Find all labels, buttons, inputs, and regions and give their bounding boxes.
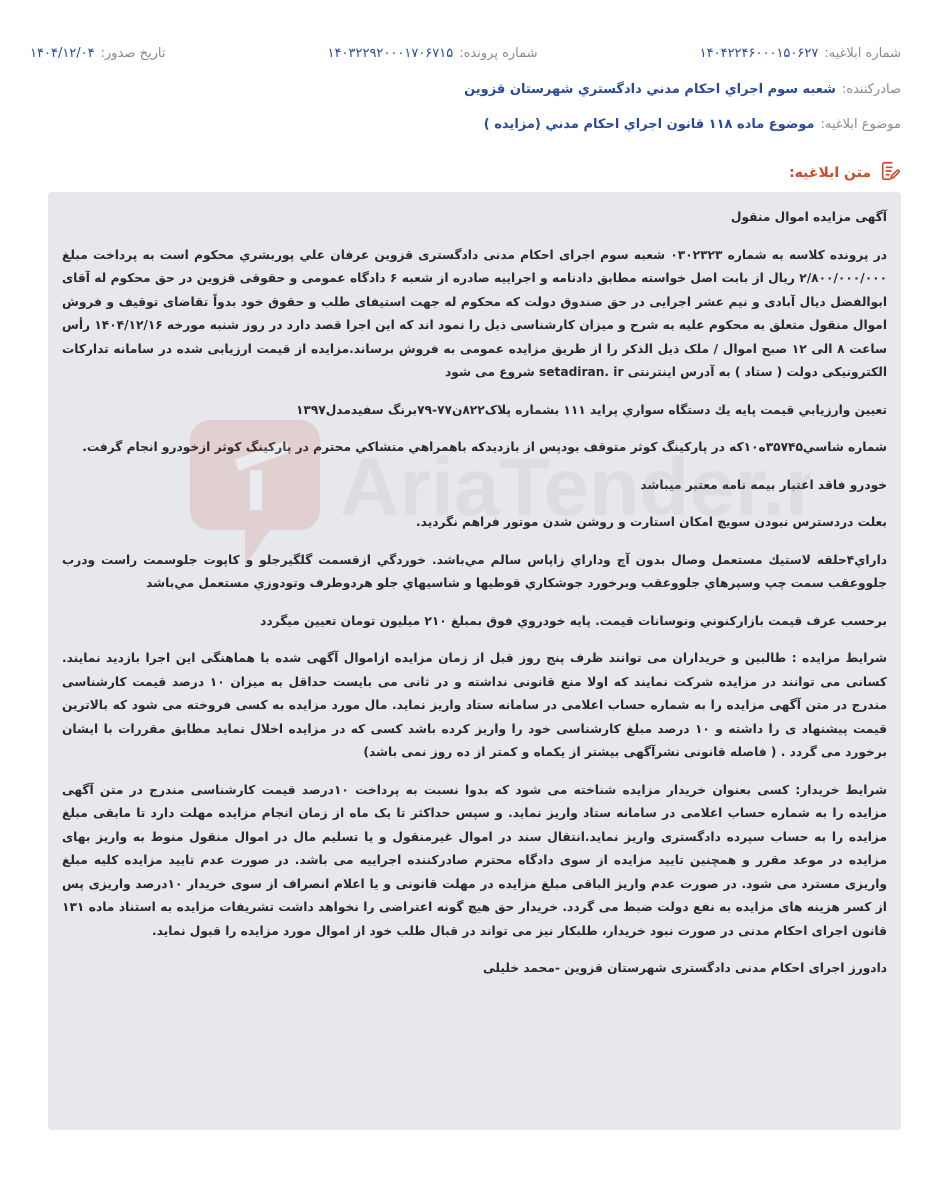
section-title-text: متن ابلاغیه: [789, 165, 871, 181]
subject-row [484, 117, 901, 132]
notice-paragraph: تعیین وارزيابي قيمت پايه يك دستگاه سواري پرايد ۱۱۱ بشماره پلاک۸۲۲ن۷۷-۷۹برنگ سفیدمدل۱۳۹۷ [295, 402, 887, 417]
issuer-label: صادرکننده: [841, 82, 901, 97]
auction-conditions: شرایط مزایده : طالبین و خریداران می توانند ظرف پنج روز قبل از زمان مزایده ازاموال آگهی شده با هماهنگی این اجرا بازدید نمایند. کسانی می توانند در مزایده شرکت نمایند که اولا منع قانونی نداشته و در ثانی می بایست حداقل به میزان ۱۰ درصد قیمت کارشناسی مندرج در متن آگهی مزایده را به شماره حساب اعلامی در سامانه ستاد واریز نماید. مال مورد مزایده به کسی فروخته می شود که بالاترین قیمت پیشنهاد ی را داشته و ۱۰ درصد مبلغ کارشناسی خود را واریز کرده باشد کسی که در مزایده اخلال نماید مطابق مقررات با ایشان برخورد می گردد . ( فاصله قانونی نشرآگهی بیشتر از یکماه و کمتر از ده روز نمی باشد) [62, 651, 888, 759]
notice-paragraph: بعلت دردسترس نبودن سويچ امكان استارت و روشن شدن موتور فراهم نگرديد. [416, 515, 887, 529]
notice-meta-row [30, 46, 901, 61]
issuer-row [464, 82, 901, 97]
section-title [789, 160, 901, 186]
notice-paragraph: در پرونده کلاسه به شماره ۰۳۰۲۳۲۳ شعبه سوم اجرای احکام مدنی دادگستری قزوین عرفان علي پوربشري محکوم است به پرداخت مبلغ ۲/۸۰۰/۰۰۰/۰۰۰ ریال از بابت اصل خواسته مطابق دادنامه و اجراییه صادره از شعبه ۶ دادگاه عمومی و حقوقی قزوین در حق محکوم له آقای ابوالفضل دیال آبادی و نیم عشر اجرایی در حق صندوق دولت که محکوم له جهت استیفای طلب و حقوق خود بدواً تقاضای توقیف و فروش اموال منقول متعلق به محکوم علیه به شرح و میزان کارشناسی ذیل را نمود اند که این اجرا قصد دارد در روز شنبه مورخه ۱۴۰۴/۱۲/۱۶ رأس ساعت ۸ الی ۱۲ صبح اموال / ملک ذیل الذکر را از طریق مزایده عمومی به فروش برساند.مزایده از قیمت ارزیابی شده در سامانه تدارکات الکترونیکی دولت ( ستاد ) به آدرس اینترنتی setadiran. ir شروع می شود [62, 247, 888, 379]
document-edit-icon [879, 160, 901, 186]
case-number-label: شماره پرونده: [459, 46, 538, 61]
case-number [328, 46, 538, 61]
issue-date [30, 46, 165, 61]
issue-date-label: تاریخ صدور: [100, 46, 166, 61]
issuer-value: شعبه سوم اجراي احكام مدني دادگستري شهرستان قزوين [464, 82, 836, 97]
notice-number-value: ۱۴۰۴۲۲۴۶۰۰۰۱۵۰۶۲۷ [699, 46, 819, 61]
notice-paragraph: شماره شاسي۳۵۷۴۵ه۱۰که در پارکینگ کوثر متوقف بودپس از بازدیدکه باهمراهي متشاكي محترم در پاركينگ كوثر ازخودرو انجام گرفت. [82, 440, 887, 454]
issue-date-value: ۱۴۰۴/۱۲/۰۴ [30, 46, 95, 61]
notice-paragraph: برحسب عرف قيمت بازاركنوني ونوسانات قيمت. پايه خودروي فوق بمبلغ ۲۱۰ ميليون تومان تعيين ميگردد [260, 613, 887, 628]
notice-signature: دادورز اجرای احکام مدنی دادگستری شهرستان قزوین -محمد خلیلی [483, 961, 887, 975]
notice-body [48, 192, 901, 1130]
notice-heading: آگهی مزایده اموال منقول [730, 210, 887, 224]
subject-label: موضوع ابلاغیه: [820, 117, 901, 132]
buyer-conditions: شرایط خریدار: کسی بعنوان خریدار مزایده شناخته می شود که بدوا نسبت به پرداخت ۱۰درصد قیمت کارشناسی مندرج در متن آگهی مزایده را به شماره حساب اعلامی در سامانه ستاد واریز نماید. و سپس حداکثر تا یک ماه از زمان انجام مزایده مهلت دارد تا مابقی مبلغ مزایده را به حساب سپرده دادگستری واریز نماید.انتقال سند در اموال غیرمنقول و یا تسلیم مال در اموال منقول منوط به واریز بهای مزایده در موعد مقرر و همچنین تایید مزایده از سوی دادگاه محترم صادرکننده اجراییه می باشد. در صورت عدم تایید مزایده کلیه مبلغ واریزی مسترد می شود. در صورت عدم واریز الباقی مبلغ مزایده در مهلت قانونی و یا اعلام انصراف از سوی خریدار ۱۰درصد واریزی پس از کسر هزینه های مزایده به نفع دولت ضبط می گردد. خریدار حق هیچ گونه اعتراضی را نخواهد داشت تشریفات مزایده به استناد ماده ۱۳۱ قانون اجرای احکام مدنی در صورت نبود خریدار، طلبکار نیز می تواند در قبال طلب خود از اموال مورد مزایده را قبول نماید. [62, 782, 887, 938]
notice-paragraph: داراي۴حلقه لاستيك مستعمل وصال بدون آچ وداراي زاپاس سالم مي‌باشد. خوردگي ازقسمت گلگيرجلو و كاپوت جلوسمت راست ودرب جلووعقب سمت چپ وسپرهاي جلووعقب وبرخورد جوشكاري قوطيها و شاسيهاي جلو هردوطرف وتودوزي مستعمل مي‌باشد [62, 552, 887, 590]
notice-number [700, 46, 901, 61]
notice-paragraph: خودرو فاقد اعتبار بيمه نامه معتبر ميباشد [640, 477, 887, 492]
case-number-value: ۱۴۰۳۲۲۹۲۰۰۰۱۷۰۶۷۱۵ [327, 46, 454, 61]
notice-number-label: شماره ابلاغیه: [824, 46, 901, 61]
subject-value: موضوع ماده ۱۱۸ قانون اجراي احكام مدني (مزايده ) [483, 117, 815, 132]
